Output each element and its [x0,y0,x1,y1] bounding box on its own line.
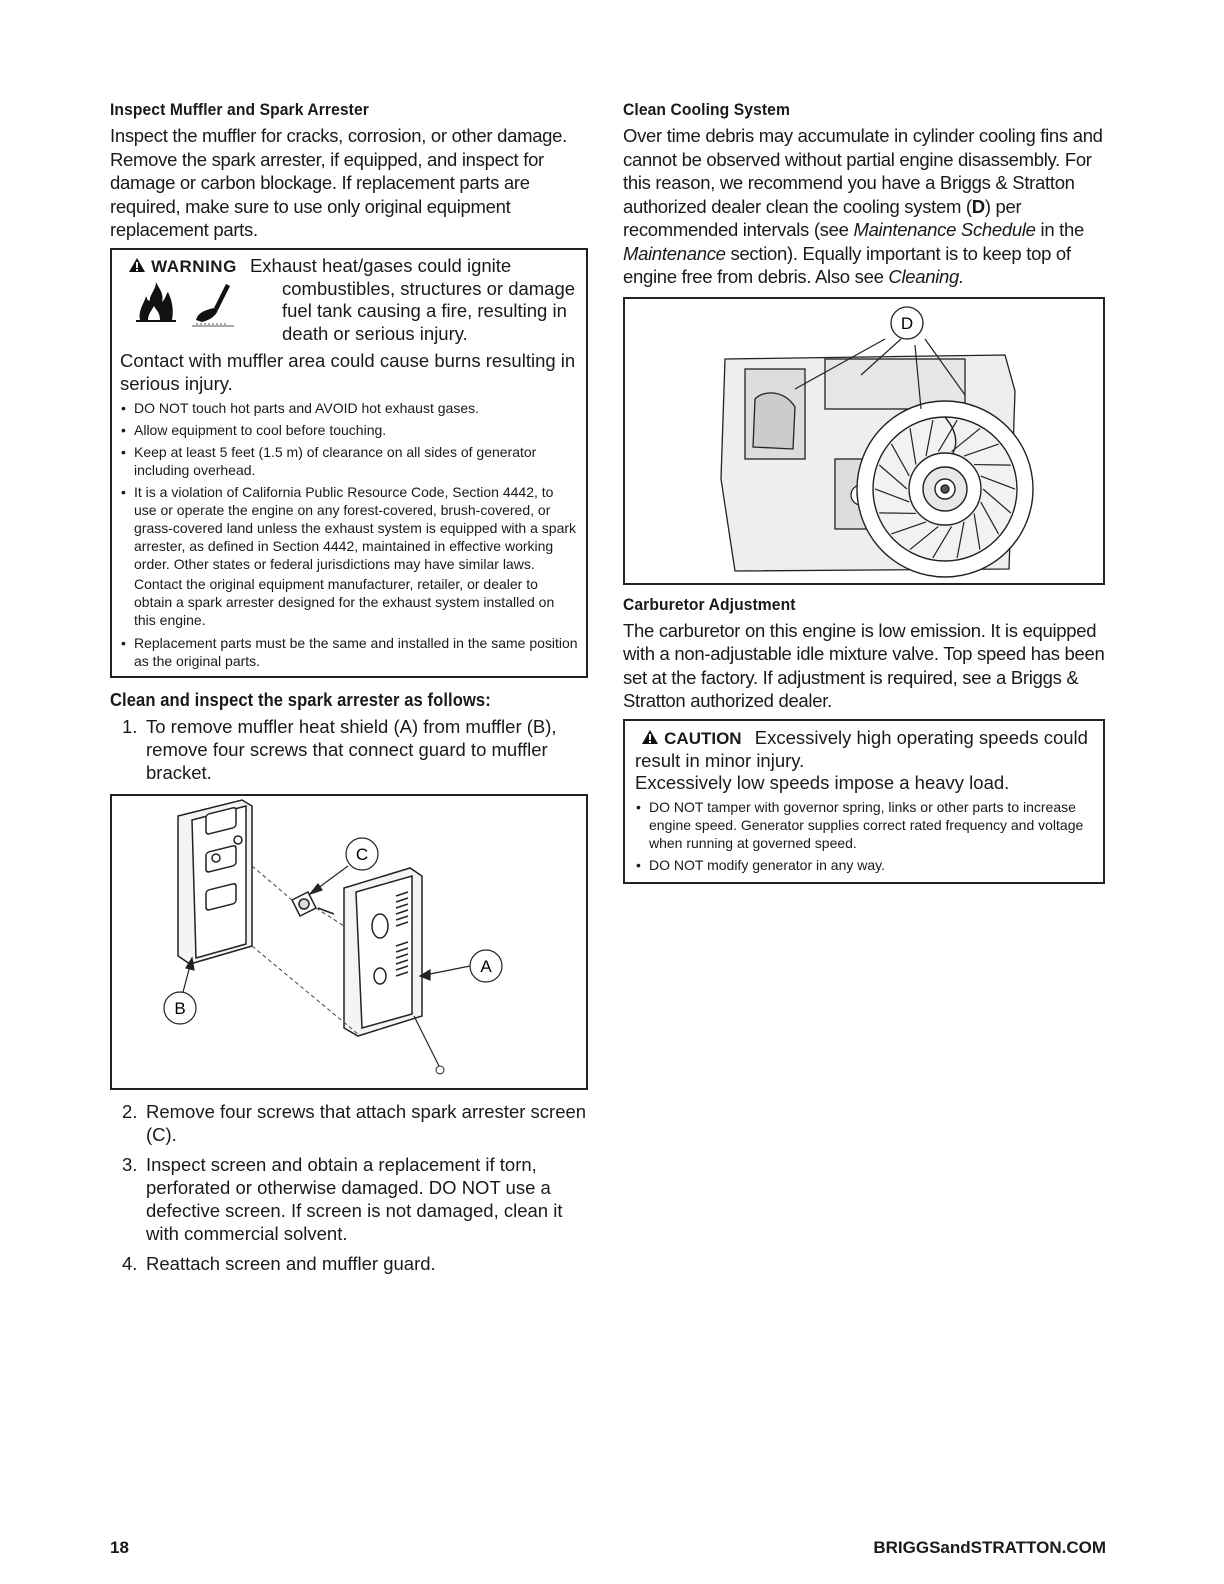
warning-text-cont: combustibles, structures or damage fuel tank causing a fire, resulting in death or serious injury. [282,277,576,344]
caution-text-1: Excessively high operating speeds could result in minor injury. [635,726,1088,771]
muffler-figure [110,794,588,1090]
muffler-exploded-diagram [112,796,586,1088]
warning-text-lead: Exhaust heat/gases could ignite [249,254,512,276]
caution-bullet: • DO NOT tamper with governor spring, links or other parts to increase engine speed. Generator supplies correct rated frequency and voltage when running at governed speed. [636,798,1084,851]
left-column [110,100,588,1282]
steps-list-2 [110,1100,588,1275]
warning-triangle-icon [120,255,151,276]
heading-cooling-system: Clean Cooling System [623,100,790,119]
carburetor-paragraph: The carburetor on this engine is low emission. It is equipped with a non-adjustable idle mixture valve. Top speed has been set at the factory. If adjustment is required, see a Briggs & Stratton authorized dealer. [623,619,1105,711]
callout-label-a: A [480,957,492,976]
warning-bullet: • DO NOT touch hot parts and AVOID hot exhaust gases. [121,400,479,416]
caution-bullet: • DO NOT modify generator in any way. [636,856,886,873]
caution-box [623,719,1105,884]
warning-bullet: • Keep at least 5 feet (1.5 m) of clearance on all sides of generator including overhead. [121,444,537,478]
heading-carburetor: Carburetor Adjustment [623,594,796,614]
spark-arrester-contact-note: Contact the original equipment manufacturer, retailer, or dealer to obtain a spark arrester designed for the exhaust system installed on this engine. [134,576,555,628]
warning-bullet: • It is a violation of California Public Resource Code, Section 4442, to use or operate the engine on any forest-covered, brush-covered, or grass-covered land unless the exhaust system is equipped with a spark arrester, as defined in Section 4442, maintained in effective working order. Other states or federal jurisdictions may have similar laws. [121,484,577,572]
engine-figure [623,297,1105,585]
step-item: 2. Remove four screws that attach spark arrester screen (C). [122,1101,587,1145]
fire-hazard-icon [134,280,178,335]
page-number: 18 [110,1538,129,1557]
callout-label-d: D [900,313,914,333]
steps-list-1 [110,715,588,784]
warning-bullets [120,399,578,573]
caution-triangle-icon [635,727,664,748]
step-item: 1. To remove muffler heat shield (A) from muffler (B), remove four screws that connect guard to muffler bracket. [122,716,557,783]
callout-label-b: B [174,999,186,1018]
warning-contact-text: Contact with muffler area could cause burns resulting in serious injury. [120,350,576,394]
step-item: 4. Reattach screen and muffler guard. [122,1253,436,1274]
caution-bullets [635,798,1093,874]
footer-website: BRIGGSandSTRATTON.COM [873,1538,1106,1557]
callout-label-c: C [355,845,369,864]
caution-text-2: Excessively low speeds impose a heavy load. [635,771,1010,793]
warning-bullet: • Replacement parts must be the same and installed in the same position as the original parts. [121,635,578,669]
heading-clean-arrester: Clean and inspect the spark arrester as follows: [110,690,491,710]
warning-label: WARNING [151,256,237,276]
muffler-intro: Inspect the muffler for cracks, corrosion, or other damage. Remove the spark arrester, if equipped, and inspect for damage or carbon blockage. If replacement parts are required, make sure to use only original equipment replacement parts. [110,125,568,240]
fan-blade [974,464,1011,465]
warning-box [110,248,588,679]
engine-cooling-diagram [625,299,1103,583]
cooling-paragraph: Over time debris may accumulate in cylinder cooling fins and cannot be observed without partial engine disassembly. For this reason, we recommend you have a Briggs & Stratton authorized dealer clean the cooling system (D) per recommended intervals (see Maintenance Schedule in the Maintenance section). Equally important is to keep top of engine free from debris. Also see Cleaning. [623,125,1103,287]
fan-blade [879,512,916,513]
hot-surface-hand-icon [188,280,238,335]
warning-bullet: • Allow equipment to cool before touching. [121,422,387,438]
step-item: 3. Inspect screen and obtain a replacement if torn, perforated or otherwise damaged. DO NOT use a defective screen. If screen is not damaged, clean it with commercial solvent. [122,1154,563,1244]
right-column [623,100,1105,884]
caution-label: CAUTION [664,728,742,748]
heading-inspect-muffler: Inspect Muffler and Spark Arrester [110,100,369,119]
